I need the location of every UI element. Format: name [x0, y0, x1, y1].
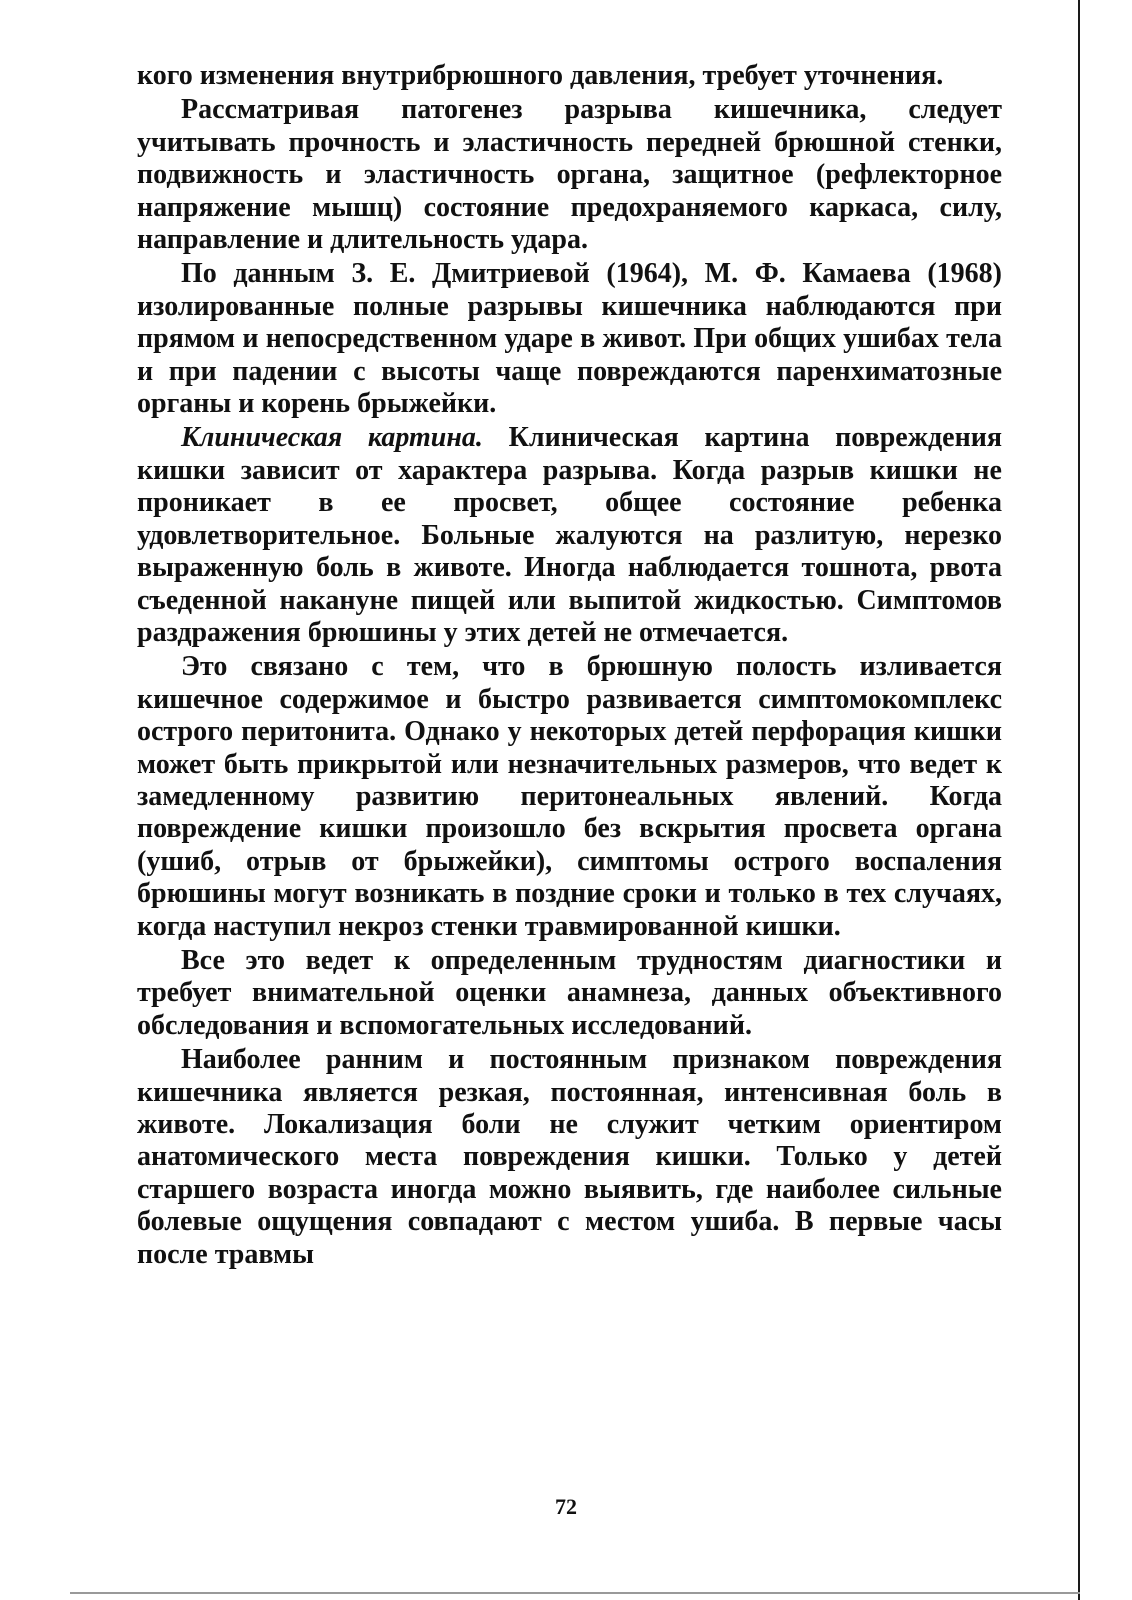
page-edge-line	[1078, 0, 1080, 1600]
paragraph-text: Наиболее ранним и постоянным признаком повреждения кишечника является резкая, постоянная, интенсивная боль в животе. Локализация боли не служит четким ориентиром анатомического места повреждения кишки. Только у детей старшего возраста иногда можно выявить, где наиболее сильные болевые ощущения совпадают с местом ушиба. В первые часы после травмы	[137, 1044, 1002, 1270]
paragraph	[137, 94, 1002, 256]
paragraph	[137, 651, 1002, 943]
paragraph-text: Клиническая картина повреждения кишки зависит от характера разрыва. Когда разрыв кишки не проникает в ее просвет, общее состояние ребенка удовлетворительное. Больные жалуются на разлитую, нерезко выраженную боль в животе. Иногда наблюдается тошнота, рвота съеденной накануне пищей или выпитой жидкостью. Симптомов раздражения брюшины у этих детей не отмечается.	[137, 422, 1003, 648]
paragraph	[137, 1044, 1002, 1271]
paragraph-text: кого изменения внутрибрюшного давления, требует уточнения.	[137, 60, 944, 91]
paragraph	[137, 945, 1002, 1042]
paragraph-text: Рассматривая патогенез разрыва кишечника, следует учитывать прочность и эластичность передней брюшной стенки, подвижность и эластичность органа, защитное (рефлекторное напряжение мышц) состояние предохраняемого каркаса, силу, направление и длительность удара.	[137, 94, 1002, 256]
paragraph-text: Это связано с тем, что в брюшную полость изливается кишечное содержимое и быстро развивается симптомокомплекс острого перитонита. Однако у некоторых детей перфорация кишки может быть прикрытой или незначительных размеров, что ведет к замедленному развитию перитонеальных явлений. Когда повреждение кишки произошло без вскрытия просвета органа (ушиб, отрыв от брыжейки), симптомы острого воспаления брюшины могут возникать в поздние сроки и только в тех случаях, когда наступил некроз стенки травмированной кишки.	[137, 651, 1002, 942]
section-heading-clinical-picture: Клиническая картина.	[181, 422, 483, 454]
body-text	[137, 60, 1002, 1273]
paragraph	[137, 60, 1002, 92]
page-bottom-line	[70, 1592, 1080, 1594]
paragraph-text: Все это ведет к определенным трудностям диагностики и требует внимательной оценки анамнеза, данных объективного обследования и вспомогательных исследований.	[137, 944, 1002, 1041]
page-number: 72	[555, 1494, 577, 1519]
paragraph	[137, 422, 1002, 649]
paragraph-text: По данным З. Е. Дмитриевой (1964), М. Ф. Камаева (1968) изолированные полные разрывы кишечника наблюдаются при прямом и непосредственном ударе в живот. При общих ушибах тела и при падении с высоты чаще повреждаются паренхиматозные органы и корень брыжейки.	[137, 258, 1002, 420]
paragraph	[137, 258, 1002, 420]
